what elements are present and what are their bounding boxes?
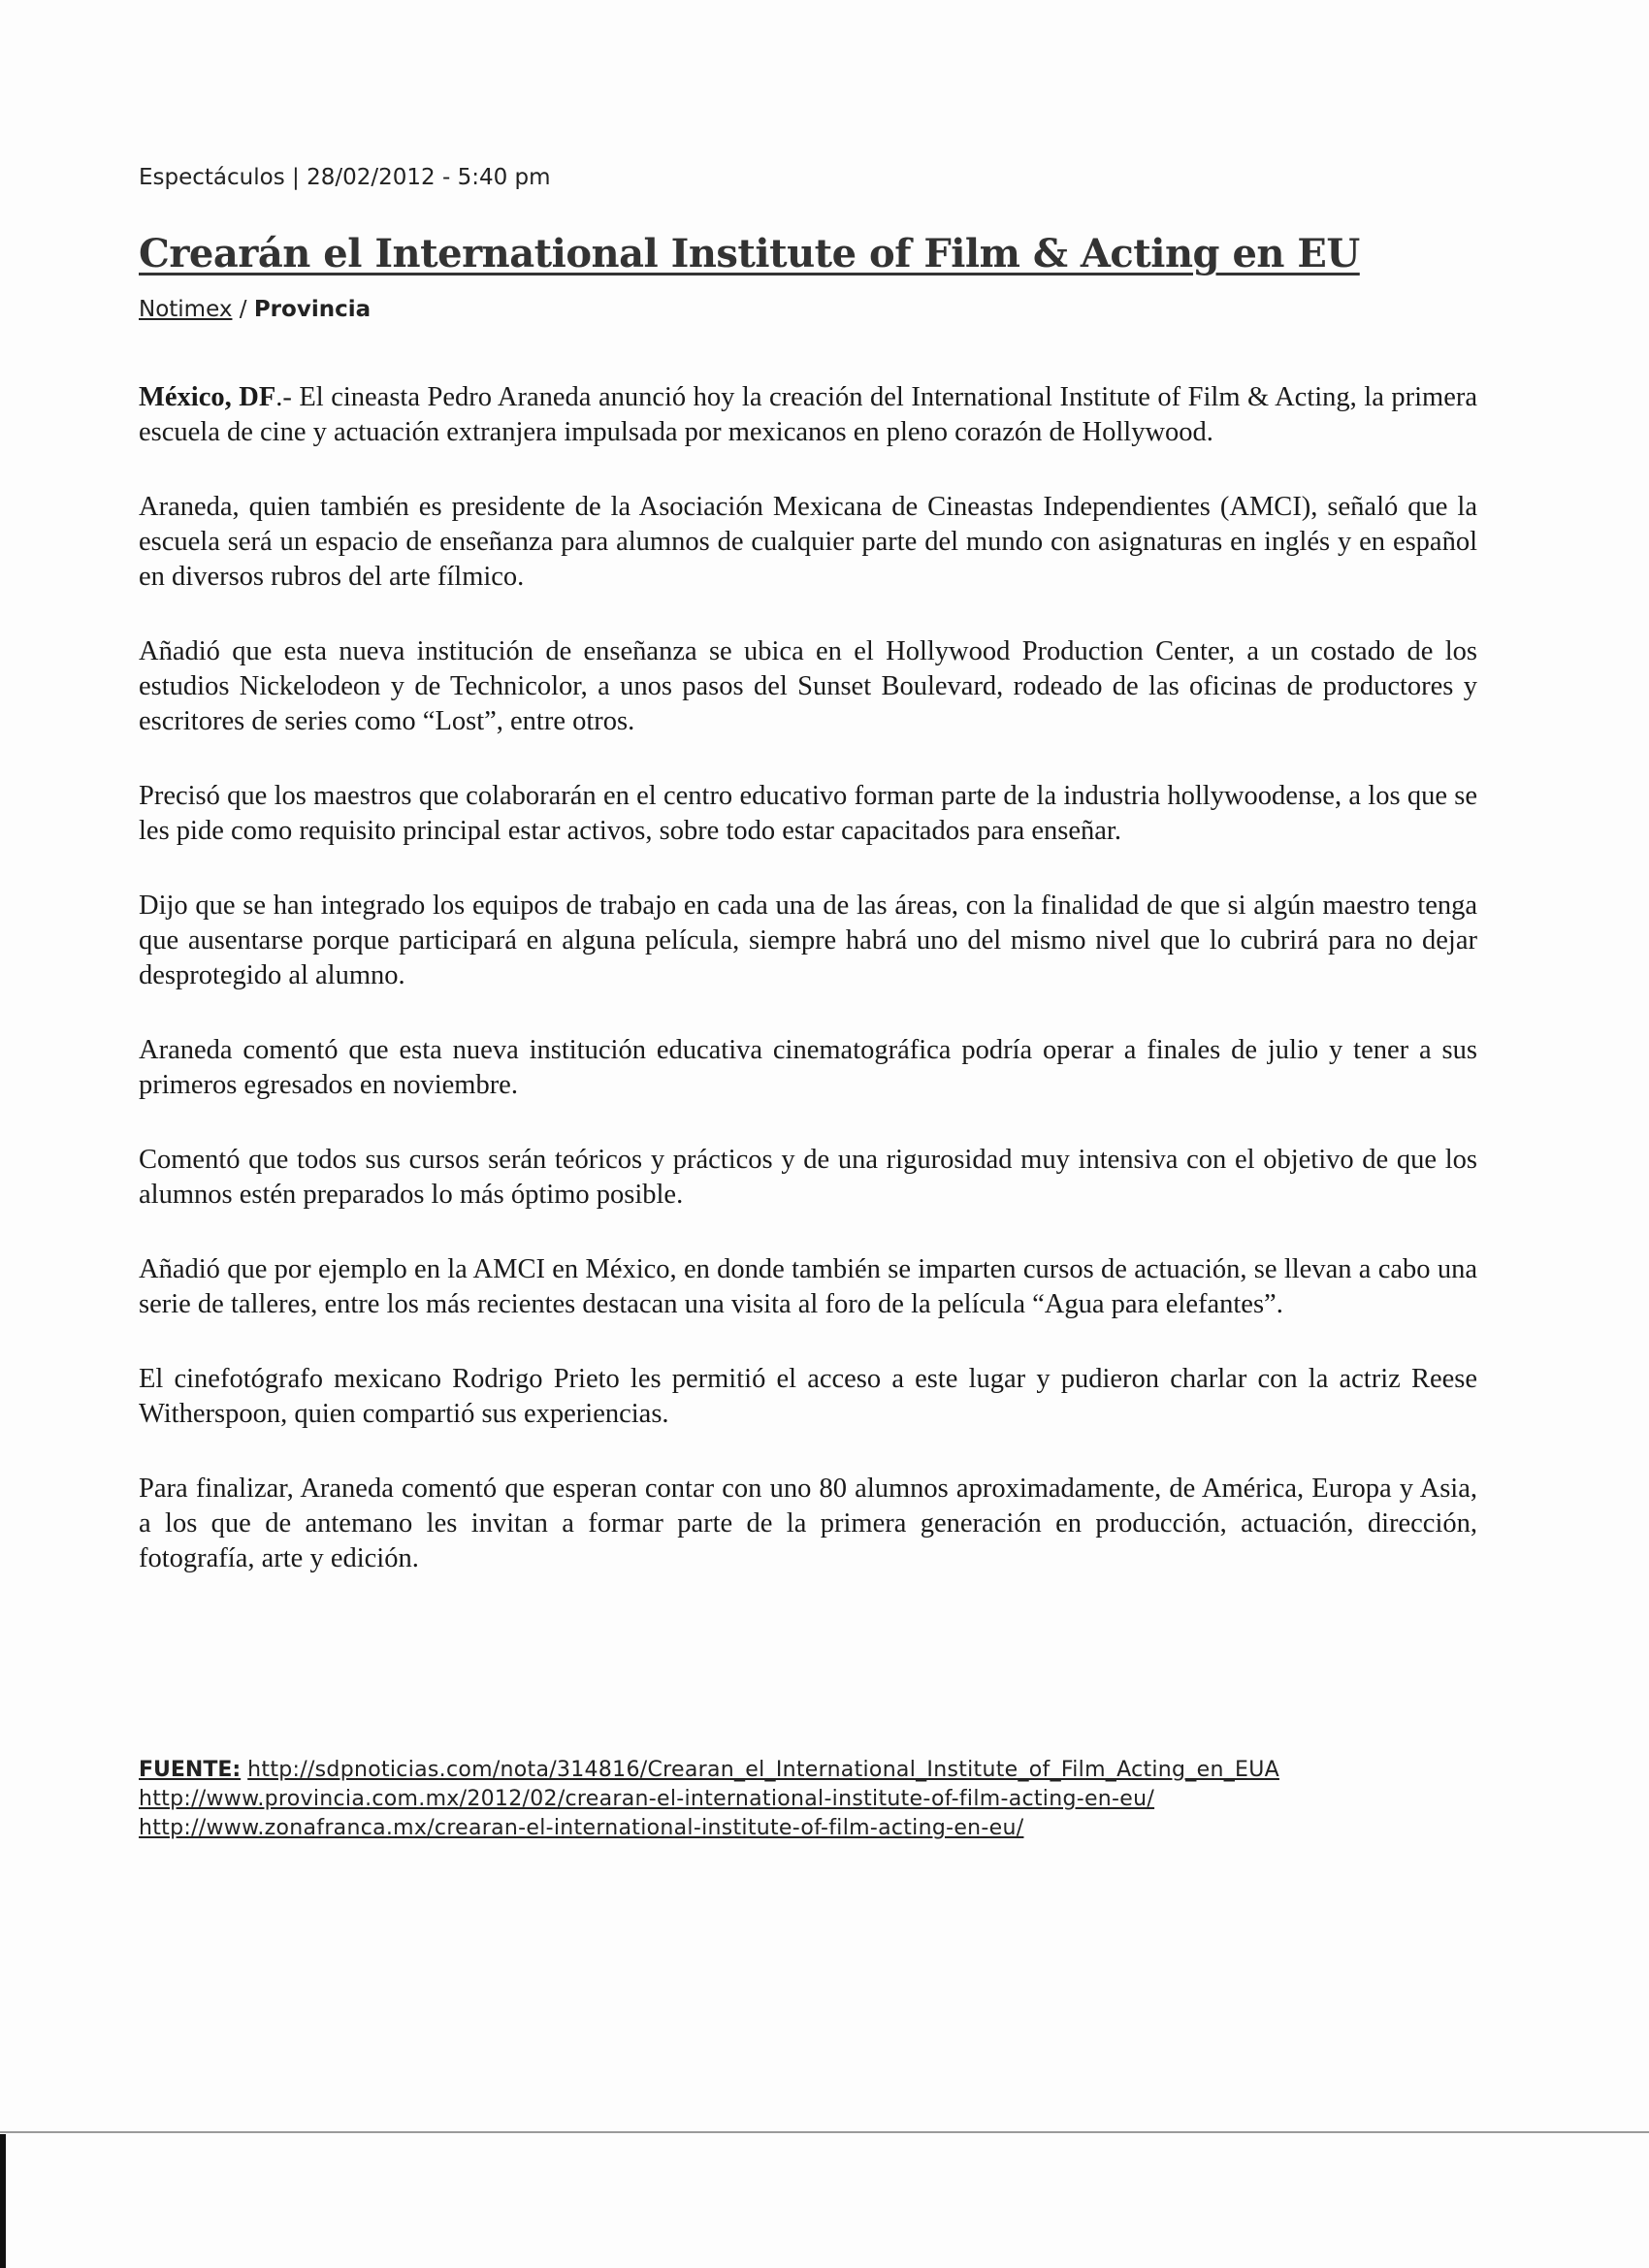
paragraph: Añadió que por ejemplo en la AMCI en México, en donde también se imparten cursos de actuación, se llevan a cabo una serie de talleres, entre los más recientes destacan una visita al foro de la película “Agua para elefantes”.: [139, 1254, 1477, 1319]
byline-separator: /: [239, 297, 247, 322]
paragraph: Comentó que todos sus cursos serán teóricos y prácticos y de una rigurosidad muy intensiva con el objetivo de que los alumnos estén preparados lo más óptimo posible.: [139, 1145, 1477, 1210]
article-headline: Crearán el International Institute of Film & Acting en EU: [139, 231, 1360, 276]
source-line-3: [139, 1814, 1497, 1843]
paragraph: Añadió que esta nueva institución de enseñanza se ubica en el Hollywood Production Center, a un costado de los estudios Nickelodeon y de Technicolor, a unos pasos del Sunset Boulevard, rodeado de las oficinas de productores y escritores de series como “Lost”, entre otros.: [139, 636, 1477, 736]
meta-separator: |: [292, 165, 300, 190]
lead-text: .- El cineasta Pedro Araneda anunció hoy la creación del International Institute of Film & Acting, la primera escuela de cine y actuación extranjera impulsada por mexicanos en pleno corazón de Hollywood.: [139, 382, 1477, 447]
publish-datetime: 28/02/2012 - 5:40 pm: [307, 165, 551, 190]
byline-paper: Provincia: [253, 297, 372, 322]
source-link[interactable]: http://www.provincia.com.mx/2012/02/crearan-el-international-institute-of-film-acting-en-eu/: [139, 1787, 1155, 1811]
sources-block: [139, 1756, 1497, 1843]
scan-left-edge: [0, 2134, 6, 2268]
lead-paragraph: [139, 380, 1477, 450]
paragraph: Para finalizar, Araneda comentó que esperan contar con uno 80 alumnos aproximadamente, de América, Europa y Asia, a los que de antemano les invitan a formar parte de la primera generación en producción, actuación, dirección, fotografía, arte y edición.: [139, 1474, 1477, 1573]
source-line-2: [139, 1785, 1497, 1814]
source-line-1: [139, 1756, 1497, 1785]
sources-label: FUENTE:: [139, 1758, 242, 1782]
paragraph: Araneda comentó que esta nueva institución educativa cinematográfica podría operar a finales de julio y tener a sus primeros egresados en noviembre.: [139, 1035, 1477, 1100]
paragraph: Precisó que los maestros que colaborarán en el centro educativo forman parte de la industria hollywoodense, a los que se les pide como requisito principal estar activos, sobre todo estar capacitados para enseñar.: [139, 781, 1477, 846]
source-link[interactable]: http://www.zonafranca.mx/crearan-el-international-institute-of-film-acting-en-eu/: [139, 1816, 1024, 1840]
scan-bottom-line: [0, 2131, 1649, 2133]
article-byline: [139, 297, 371, 322]
paragraph: Dijo que se han integrado los equipos de trabajo en cada una de las áreas, con la finalidad de que si algún maestro tenga que ausentarse porque participará en alguna película, siempre habrá uno del mismo nivel que lo cubrirá para no dejar desprotegido al alumno.: [139, 891, 1477, 990]
article-meta: [139, 165, 551, 190]
byline-agency: Notimex: [139, 297, 233, 322]
lead-dateline: México, DF: [139, 382, 276, 412]
section-label: Espectáculos: [139, 165, 285, 190]
source-link[interactable]: http://sdpnoticias.com/nota/314816/Crearan_el_International_Institute_of_Film_Acting_en_EUA: [247, 1758, 1279, 1782]
paragraph: Araneda, quien también es presidente de la Asociación Mexicana de Cineastas Independientes (AMCI), señaló que la escuela será un espacio de enseñanza para alumnos de cualquier parte del mundo con asignaturas en inglés y en español en diversos rubros del arte fílmico.: [139, 492, 1477, 592]
article-body: [139, 380, 1477, 1616]
paragraph: El cinefotógrafo mexicano Rodrigo Prieto les permitió el acceso a este lugar y pudieron charlar con la actriz Reese Witherspoon, quien compartió sus experiencias.: [139, 1364, 1477, 1429]
